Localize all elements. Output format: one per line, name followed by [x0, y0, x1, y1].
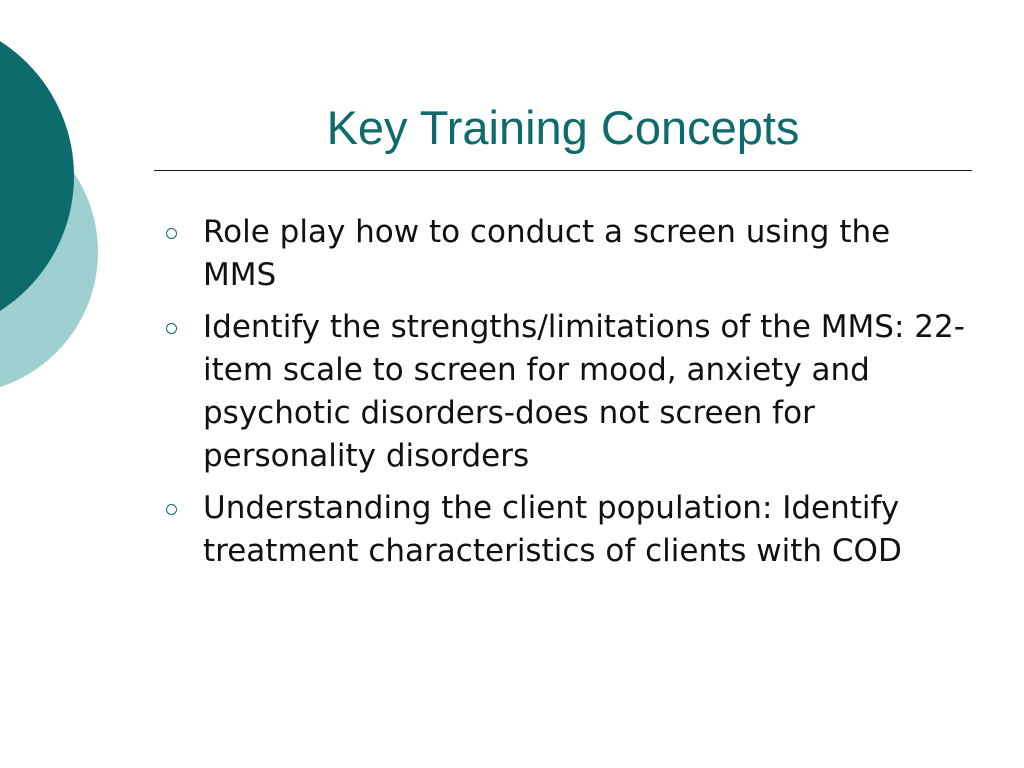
- bullet-text: Role play how to conduct a screen using the MMS: [203, 214, 891, 293]
- bullet-item: [166, 306, 966, 478]
- title-divider: [154, 170, 972, 171]
- bullet-item: [166, 487, 966, 573]
- slide-title: Key Training Concepts: [326, 101, 800, 154]
- circle-bullet-icon: [166, 228, 177, 239]
- circle-bullet-icon: [166, 323, 177, 334]
- circle-bullet-icon: [166, 504, 177, 515]
- bullet-item: [166, 211, 966, 297]
- bullet-text: Understanding the client population: Identify treatment characteristics of clients with COD: [203, 490, 902, 569]
- bullet-list: [166, 211, 966, 582]
- bullet-text: Identify the strengths/limitations of the MMS: 22-item scale to screen for mood, anxiety and psychotic disorders-does not screen for personality disorders: [203, 309, 965, 474]
